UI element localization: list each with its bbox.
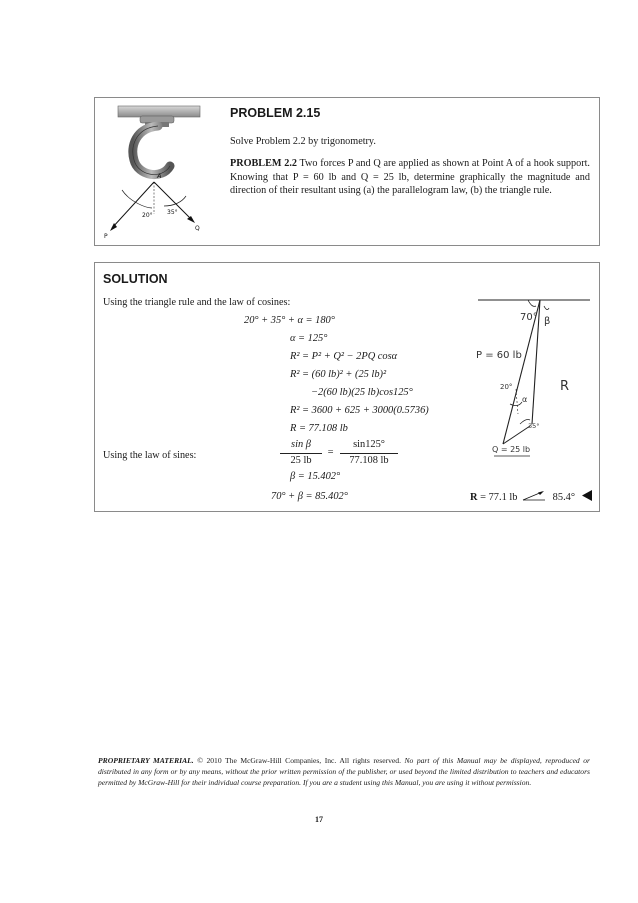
footer-lead: PROPRIETARY MATERIAL. xyxy=(98,756,194,765)
force-p-label: P xyxy=(104,233,108,240)
equation-angle-sum: 20° + 35° + α = 180° xyxy=(244,315,335,326)
fraction-sin-beta-den: 25 lb xyxy=(290,455,312,466)
answer xyxy=(470,490,593,503)
sketch-p-label: P = 60 lb xyxy=(476,350,522,361)
copyright-notice xyxy=(98,755,590,789)
angle-q-label: 35° xyxy=(167,209,178,216)
force-q-label: Q xyxy=(195,225,200,232)
point-a-label: A xyxy=(157,172,162,180)
sketch-alpha: α xyxy=(522,395,528,404)
problem-statement: Solve Problem 2.2 by trigonometry. xyxy=(230,136,376,147)
equation-law-of-cosines: R² = P² + Q² − 2PQ cosα xyxy=(290,351,398,362)
solution-intro: Using the triangle rule and the law of cosines: xyxy=(103,297,291,308)
solution-sketch xyxy=(470,294,595,462)
referenced-problem xyxy=(230,157,590,198)
fraction-bar-1 xyxy=(280,453,322,454)
equation-substitution-cont: −2(60 lb)(25 lb)cos125° xyxy=(311,387,413,398)
law-of-sines-label: Using the law of sines: xyxy=(103,450,197,461)
fraction-bar-2 xyxy=(340,453,398,454)
answer-label: R xyxy=(470,492,478,503)
answer-marker-icon xyxy=(581,490,593,501)
support-plate xyxy=(118,106,200,117)
fraction-sin-beta-num: sin β xyxy=(291,439,311,450)
referenced-problem-label: PROBLEM 2.2 xyxy=(230,158,297,169)
direction-angle-icon xyxy=(520,490,550,501)
sketch-angle-35: 35° xyxy=(528,422,540,430)
equation-substitution: R² = (60 lb)² + (25 lb)² xyxy=(290,369,387,380)
footer-copyright: © 2010 The McGraw-Hill Companies, Inc. All rights reserved. xyxy=(197,756,401,765)
fraction-sin125-den: 77.108 lb xyxy=(349,455,389,466)
hook-shape xyxy=(133,126,170,175)
equation-numeric: R² = 3600 + 625 + 3000(0.5736) xyxy=(290,405,429,416)
sketch-q-label: Q = 25 lb xyxy=(492,445,531,454)
hook-figure xyxy=(100,104,220,240)
solution-title: SOLUTION xyxy=(103,272,168,286)
sketch-angle-20: 20° xyxy=(500,383,513,391)
page-number: 17 xyxy=(315,815,323,824)
fraction-sin125-num: sin125° xyxy=(353,439,385,450)
equation-beta: β = 15.402° xyxy=(290,471,341,482)
equation-alpha: α = 125° xyxy=(290,333,328,344)
equals-sign: = xyxy=(327,447,335,458)
angle-p-label: 20° xyxy=(142,212,153,219)
equation-direction: 70° + β = 85.402° xyxy=(271,491,348,502)
sketch-beta: β xyxy=(544,316,551,327)
problem-title: PROBLEM 2.15 xyxy=(230,106,321,120)
force-p-arrow xyxy=(112,182,154,228)
answer-value: = 77.1 lb xyxy=(480,492,518,503)
equation-r-result: R = 77.108 lb xyxy=(290,423,348,434)
sketch-angle-70: 70° xyxy=(520,312,538,323)
referenced-problem-text: Two forces P and Q are applied as shown at Point A of a hook support. Knowing that P = 60 lb and Q = 25 lb, determine graphically the magnitude and direction of their resultant using (a) the parallelogram law, (b) the triangle rule. xyxy=(230,158,590,197)
footer-notice: No part of this Manual may be displayed, reproduced or distributed in any form or by any means, without the prior written permission of the publisher, or used beyond the limited distribution to teachers and educators permitted by McGraw-Hill for their individual course preparation. If you are a student using this Manual, you are using it without permission. xyxy=(98,756,590,788)
sketch-r-label: R xyxy=(560,379,570,394)
answer-angle: 85.4° xyxy=(552,492,576,503)
